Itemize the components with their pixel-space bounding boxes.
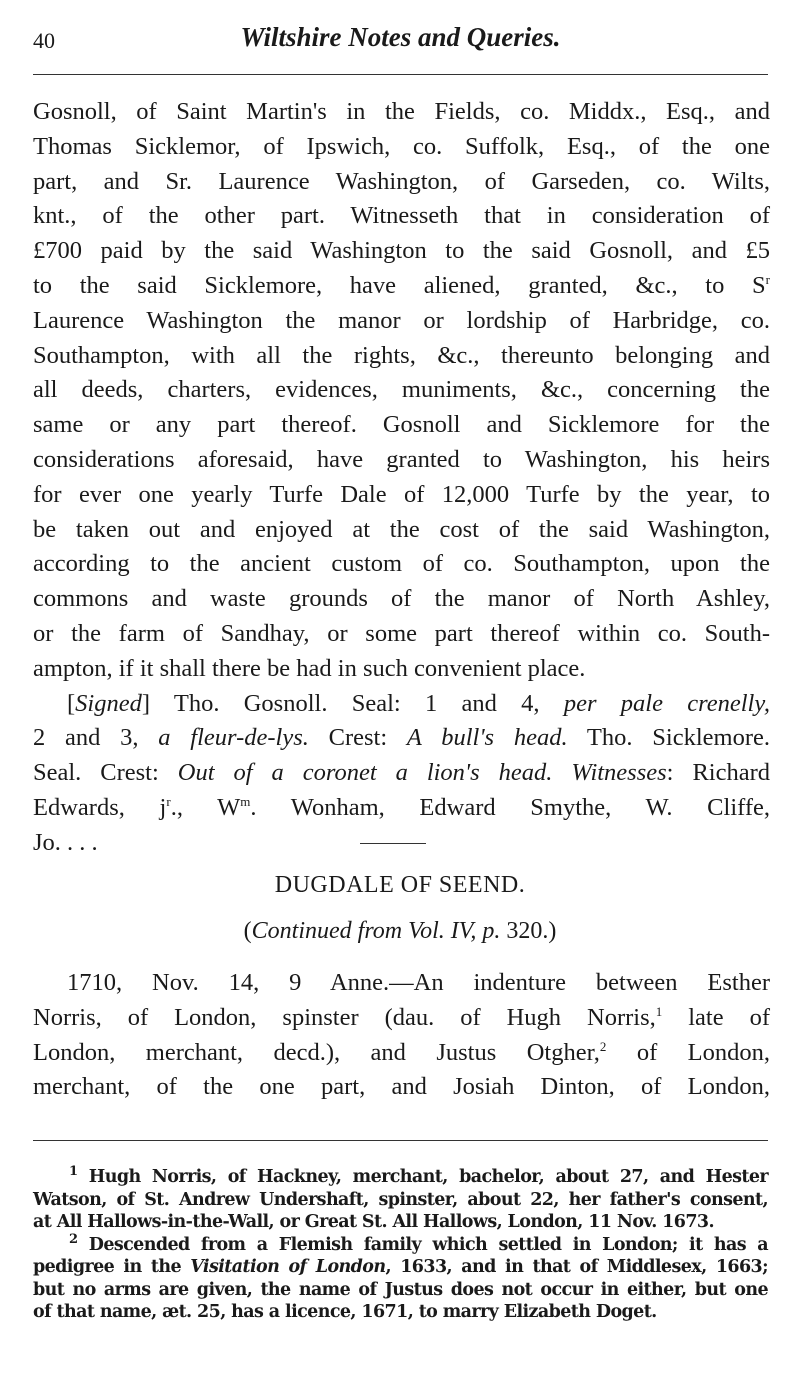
text-run: for ever one yearly Turfe Dale of 12,000 Turfe by the year, to (33, 480, 770, 508)
text-line (33, 791, 770, 826)
text-run: considerations aforesaid, have granted to Washington, his heirs (33, 445, 770, 473)
text-run: merchant, of the one part, and Josiah Dinton, of London, (33, 1073, 770, 1101)
text-run: Southampton, with all the rights, &c., thereunto belonging and (33, 341, 770, 369)
text-line (33, 1036, 770, 1071)
text-run: 2 and 3, (33, 724, 159, 752)
text-run: but no arms are given, the name of Justus does not occur in either, but one (33, 1279, 768, 1300)
superscript: 2 (599, 1038, 607, 1054)
text-run: ampton, if it shall there be had in such convenient place. (33, 654, 586, 682)
text-line (33, 687, 770, 722)
text-line (33, 408, 770, 443)
text-run: pedigree in the (33, 1257, 191, 1277)
text-line (33, 165, 770, 200)
superscript: r (765, 271, 770, 287)
section-divider (360, 843, 426, 844)
footnote-rule (33, 1140, 768, 1141)
section-heading: DUGDALE OF SEEND. (274, 872, 526, 898)
text-run: Descended from a Flemish family which settled in London; it has a (77, 1234, 768, 1255)
text-run: Thomas Sicklemor, of Ipswich, co. Suffolk, Esq., of the one (33, 132, 770, 160)
text-line (33, 269, 770, 304)
text-line (33, 95, 770, 130)
text-line (33, 652, 770, 687)
text-line (33, 513, 770, 548)
italic-text: a fleur-de-lys. (158, 724, 309, 752)
text-run: all deeds, charters, evidences, muniments, &c., concerning the (33, 376, 770, 404)
text-run: to the said Sicklemore, have aliened, granted, &c., to S (33, 271, 766, 299)
superscript: r (166, 793, 171, 809)
text-run: or the farm of Sandhay, or some part thereof within co. South- (33, 619, 770, 647)
text-run: £700 paid by the said Washington to the said Gosnoll, and £5 (33, 237, 770, 265)
section-text-deed (33, 95, 770, 861)
text-line (33, 443, 770, 478)
text-run: Tho. Sicklemore. (567, 724, 770, 752)
running-header (33, 22, 768, 62)
footnotes (33, 1166, 768, 1324)
section-text-dugdale (33, 966, 770, 1105)
superscript: 2 (69, 1231, 78, 1247)
text-run: be taken out and enjoyed at the cost of the said Washington, (33, 515, 770, 543)
italic-text: Signed (75, 689, 142, 717)
text-line (33, 339, 770, 374)
header-rule (33, 74, 768, 75)
text-line (33, 234, 770, 269)
text-line (33, 199, 770, 234)
text-run: ., W (170, 793, 241, 821)
text-run: same or any part thereof. Gosnoll and Sicklemore for the (33, 411, 770, 439)
italic-text: A bull's head. (406, 724, 568, 752)
text-run: of that name, æt. 25, has a licence, 1671, to marry Elizabeth Doget. (33, 1302, 657, 1322)
superscript: m (240, 793, 251, 809)
superscript: 1 (655, 1003, 663, 1019)
text-line (33, 304, 770, 339)
subtitle-part: Continued from Vol. IV, p. (251, 918, 501, 944)
text-run: , 1633, and in that of Middlesex, 1663; (385, 1257, 768, 1277)
text-line (33, 130, 770, 165)
text-line (33, 617, 770, 652)
footnote-line (33, 1301, 768, 1324)
text-run: Laurence Washington the manor or lordship of Harbridge, co. (33, 306, 770, 334)
text-line (33, 756, 770, 791)
section-subtitle (0, 918, 800, 945)
subtitle-part: ( (243, 918, 252, 944)
text-line (33, 966, 770, 1001)
subtitle-part: 320.) (500, 918, 557, 944)
text-run: knt., of the other part. Witnesseth that in consideration of (33, 202, 770, 230)
text-line (33, 1001, 770, 1036)
text-run: . Wonham, Edward Smythe, W. Cliffe, (250, 793, 770, 821)
text-run: Seal. Crest: (33, 759, 178, 787)
text-run: : Richard (666, 759, 770, 787)
text-run: according to the ancient custom of co. Southampton, upon the (33, 550, 770, 578)
text-run: Norris, of London, spinster (dau. of Hugh Norris, (33, 1003, 656, 1031)
page-number: 40 (33, 28, 55, 53)
text-line (33, 1070, 770, 1105)
footnote-line (33, 1279, 768, 1302)
text-run: Hugh Norris, of Hackney, merchant, bachelor, about 27, and Hester (77, 1167, 768, 1187)
text-run: Edwards, j (33, 793, 167, 821)
text-line (33, 582, 770, 617)
italic-text: per pale crenelly, (563, 689, 770, 717)
text-run: Jo. . . . (33, 828, 98, 856)
text-run: 1710, Nov. 14, 9 Anne.—An indenture between Esther (67, 969, 770, 996)
text-line (33, 478, 770, 513)
text-run: Crest: (308, 724, 407, 752)
italic-text: Out of a coronet a lion's head. (177, 759, 553, 787)
text-run: [ (67, 689, 76, 717)
text-run: part, and Sr. Laurence Washington, of Garseden, co. Wilts, (33, 167, 770, 195)
text-run (552, 759, 571, 786)
text-run: London, merchant, decd.), and Justus Otgher, (33, 1038, 600, 1066)
footnote-line (33, 1211, 768, 1234)
italic-text: Visitation of London (190, 1257, 386, 1277)
running-title: Wiltshire Notes and Queries. (240, 22, 561, 52)
footnote-line (33, 1166, 768, 1189)
footnote-line (33, 1189, 768, 1212)
text-run: commons and waste grounds of the manor of North Ashley, (33, 585, 770, 613)
text-run: Watson, of St. Andrew Undershaft, spinster, about 22, her father's consent, (33, 1189, 768, 1210)
text-line (33, 373, 770, 408)
text-run: ] Tho. Gosnoll. Seal: 1 and 4, (141, 689, 564, 717)
superscript: 1 (69, 1164, 78, 1180)
footnote-line (33, 1231, 768, 1257)
text-run: Gosnoll, of Saint Martin's in the Fields, co. Middx., Esq., and (33, 98, 770, 125)
text-run: at All Hallows-in-the-Wall, or Great St. All Hallows, London, 11 Nov. 1673. (33, 1212, 714, 1232)
text-run: of London, (606, 1038, 771, 1066)
footnote-line (33, 1256, 768, 1279)
italic-text: Witnesses (571, 759, 667, 787)
text-line (33, 721, 770, 756)
text-run: late of (662, 1003, 770, 1031)
text-line (33, 547, 770, 582)
